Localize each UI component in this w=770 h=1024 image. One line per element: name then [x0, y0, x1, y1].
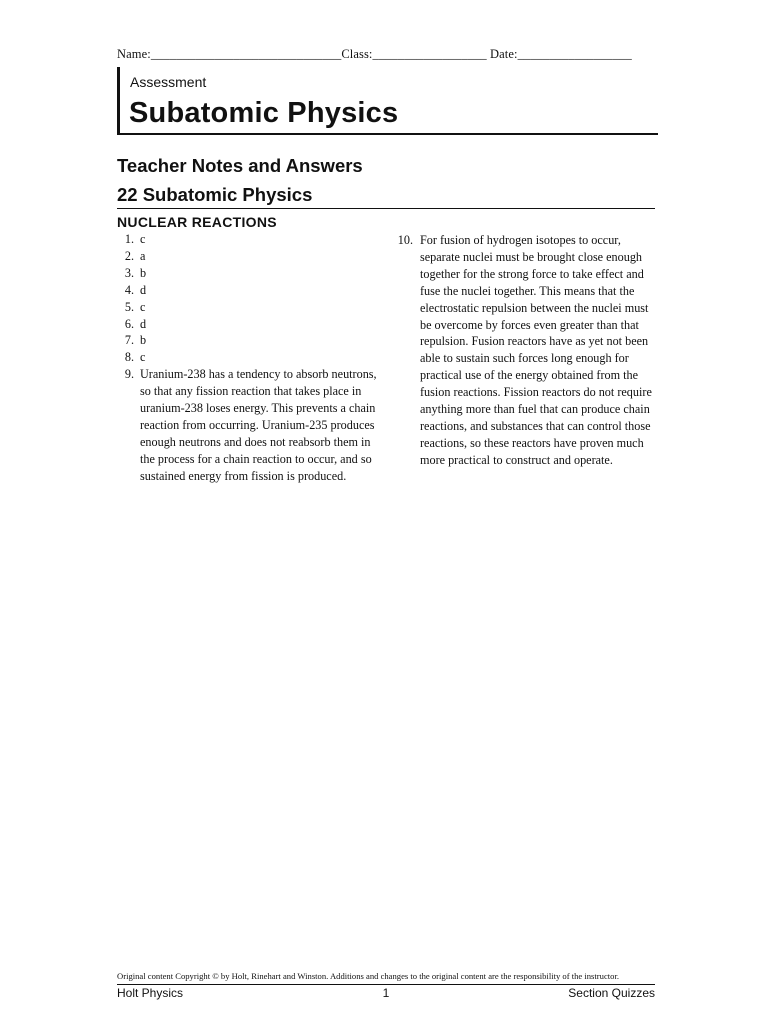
answer-number: 9. — [124, 367, 134, 382]
answer-item — [117, 299, 379, 316]
footer-book-title: Holt Physics — [117, 986, 184, 1000]
page-title: Subatomic Physics — [129, 97, 399, 129]
name-class-date-line: Name:______________________________Class:__________________ Date:__________________ — [117, 47, 632, 61]
answer-text: c — [140, 350, 146, 365]
answer-number: 5. — [124, 299, 134, 314]
answer-item — [117, 332, 379, 349]
answer-number: 7. — [124, 333, 134, 348]
answer-number: 6. — [124, 316, 134, 331]
footer-section-label: Section Quizzes — [568, 986, 655, 1000]
answer-text: For fusion of hydrogen isotopes to occur, separate nuclei must be brought close enough together for the strong force to take effect and fuse the nuclei together. This means that the electrostatic repulsion between the nuclei must be overcome by forces even greater than that repulsion. Fusion reactors have as yet not been able to sustain such forces long enough for practical use of the energy obtained from the fusion reactions. Fission reactors do not require anything more than fuel that can produce chain reactions, and substances that can control those reactions, so these reactors have proven much more practical to construct and operate. — [420, 233, 652, 467]
answer-item — [117, 265, 379, 282]
answer-item — [117, 349, 379, 366]
answer-item — [117, 316, 379, 333]
answer-text: c — [140, 232, 146, 246]
answer-item — [117, 366, 379, 484]
copyright-notice: Original content Copyright © by Holt, Rinehart and Winston. Additions and changes to the original content are the responsibility of the instructor. — [117, 971, 619, 981]
answer-text: b — [140, 333, 147, 348]
subsection-heading: NUCLEAR REACTIONS — [117, 214, 277, 230]
answer-text: Uranium-238 has a tendency to absorb neutrons, so that any fission reaction that takes place in uranium-238 loses energy. This prevents a chain reaction from occurring. Uranium-235 produces enough neutrons and does not reabsorb them in the process for a chain reaction to occur, and so sustained energy from fission is produced. — [140, 367, 377, 483]
answer-number: 3. — [124, 265, 134, 280]
assessment-label: Assessment — [130, 74, 207, 90]
answer-text: d — [140, 282, 147, 297]
footer-divider — [117, 984, 655, 985]
answers-left-column — [117, 231, 379, 485]
answer-number: 10. — [397, 233, 413, 247]
section-heading: Teacher Notes and Answers — [117, 155, 363, 176]
answer-text: d — [140, 316, 147, 331]
answer-number: 1. — [124, 232, 134, 246]
answer-item — [117, 231, 379, 248]
answer-number: 2. — [124, 248, 134, 263]
answers-right-column — [394, 232, 656, 469]
answer-text: c — [140, 299, 146, 314]
answer-item — [394, 232, 656, 469]
answer-item — [117, 282, 379, 299]
answer-text: b — [140, 265, 147, 280]
title-block — [117, 67, 658, 135]
answer-number: 4. — [124, 282, 134, 297]
chapter-heading: 22 Subatomic Physics — [117, 184, 313, 205]
answer-item — [117, 248, 379, 265]
page-number: 1 — [382, 986, 390, 1000]
section-divider — [117, 208, 655, 209]
answer-number: 8. — [124, 350, 134, 365]
answer-text: a — [140, 248, 146, 263]
page-footer — [117, 986, 655, 1002]
